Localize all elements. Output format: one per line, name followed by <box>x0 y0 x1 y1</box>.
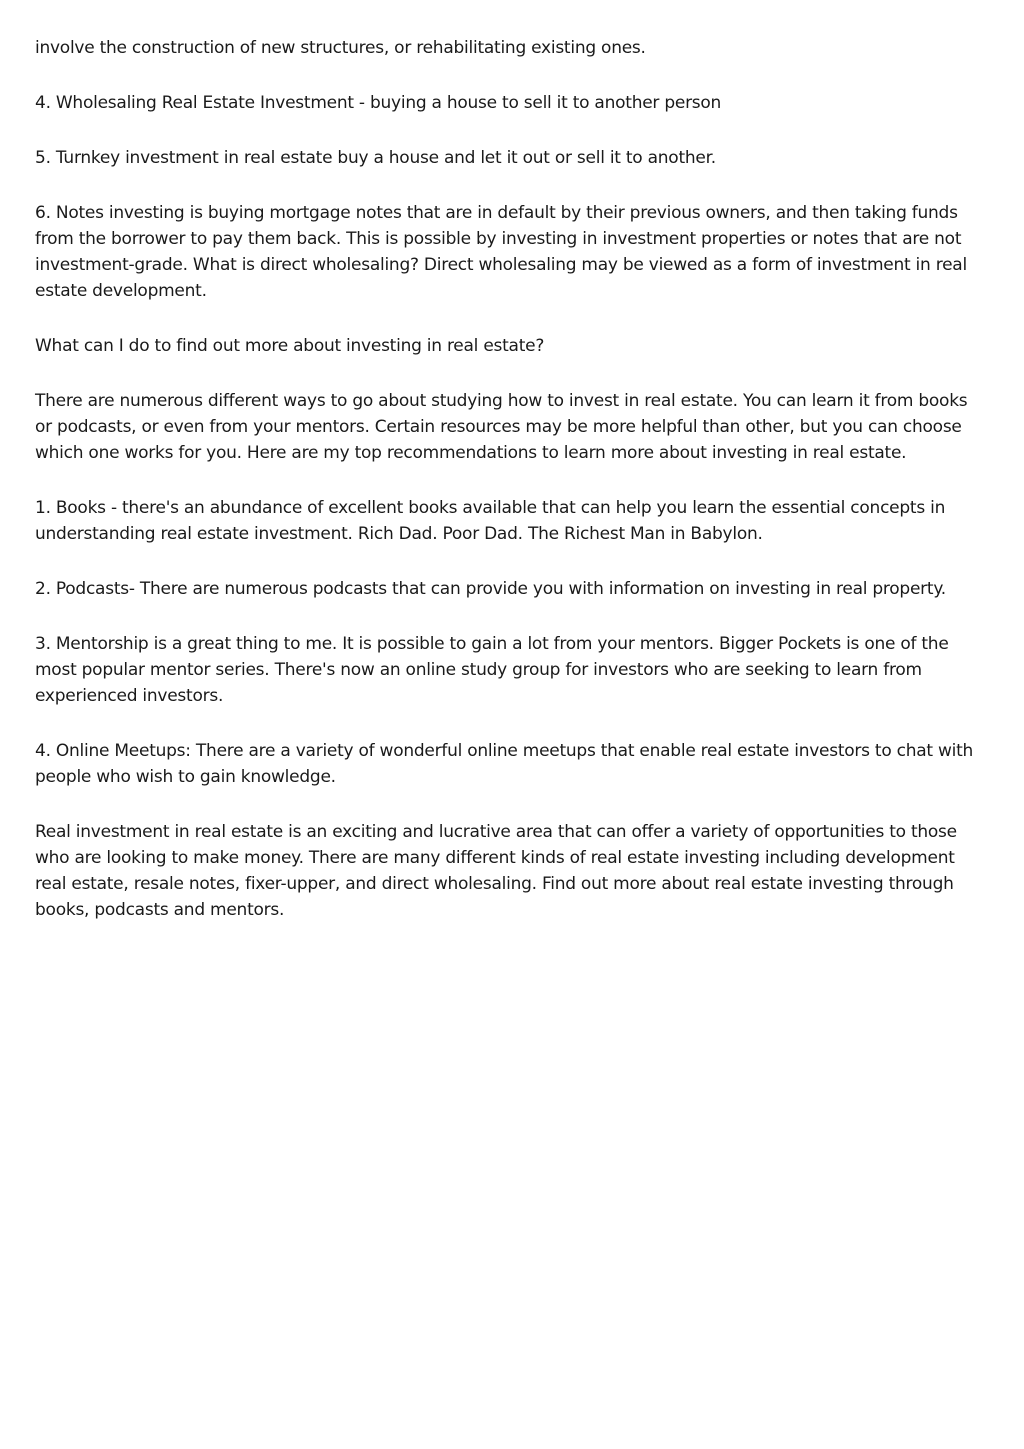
paragraph-books: 1. Books - there's an abundance of excellent books available that can help you learn the essential concepts in understanding real estate investment. Rich Dad. Poor Dad. The Richest Man in Babylon. <box>35 498 946 544</box>
paragraph-notes-investing: 6. Notes investing is buying mortgage notes that are in default by their previous owners, and then taking funds from the borrower to pay them back. This is possible by investing in investment properties or notes that are not investment-grade. What is direct wholesaling? Direct wholesaling may be viewed as a form of investment in real estate development. <box>35 203 967 301</box>
paragraph-question-heading: What can I do to find out more about investing in real estate? <box>35 336 545 356</box>
paragraph-mentorship: 3. Mentorship is a great thing to me. It is possible to gain a lot from your mentors. Bigger Pockets is one of the most popular mentor series. There's now an online study group for investors who are seeking to learn from experienced investors. <box>35 634 949 706</box>
document-body <box>35 35 985 952</box>
paragraph-ways-to-study: There are numerous different ways to go about studying how to invest in real estate. You can learn it from books or podcasts, or even from your mentors. Certain resources may be more helpful than other, but you can choose which one works for you. Here are my top recommendations to learn more about investing in real estate. <box>35 391 968 463</box>
paragraph-conclusion: Real investment in real estate is an exciting and lucrative area that can offer a variety of opportunities to those who are looking to make money. There are many different kinds of real estate investing including development real estate, resale notes, fixer-upper, and direct wholesaling. Find out more about real estate investing through books, podcasts and mentors. <box>35 822 957 920</box>
paragraph-podcasts: 2. Podcasts- There are numerous podcasts that can provide you with information on investing in real property. <box>35 579 946 599</box>
paragraph-online-meetups: 4. Online Meetups: There are a variety of wonderful online meetups that enable real estate investors to chat with people who wish to gain knowledge. <box>35 741 974 787</box>
paragraph-turnkey: 5. Turnkey investment in real estate buy a house and let it out or sell it to another. <box>35 148 716 168</box>
paragraph-construction: involve the construction of new structures, or rehabilitating existing ones. <box>35 38 646 58</box>
paragraph-wholesaling: 4. Wholesaling Real Estate Investment - buying a house to sell it to another person <box>35 93 722 113</box>
